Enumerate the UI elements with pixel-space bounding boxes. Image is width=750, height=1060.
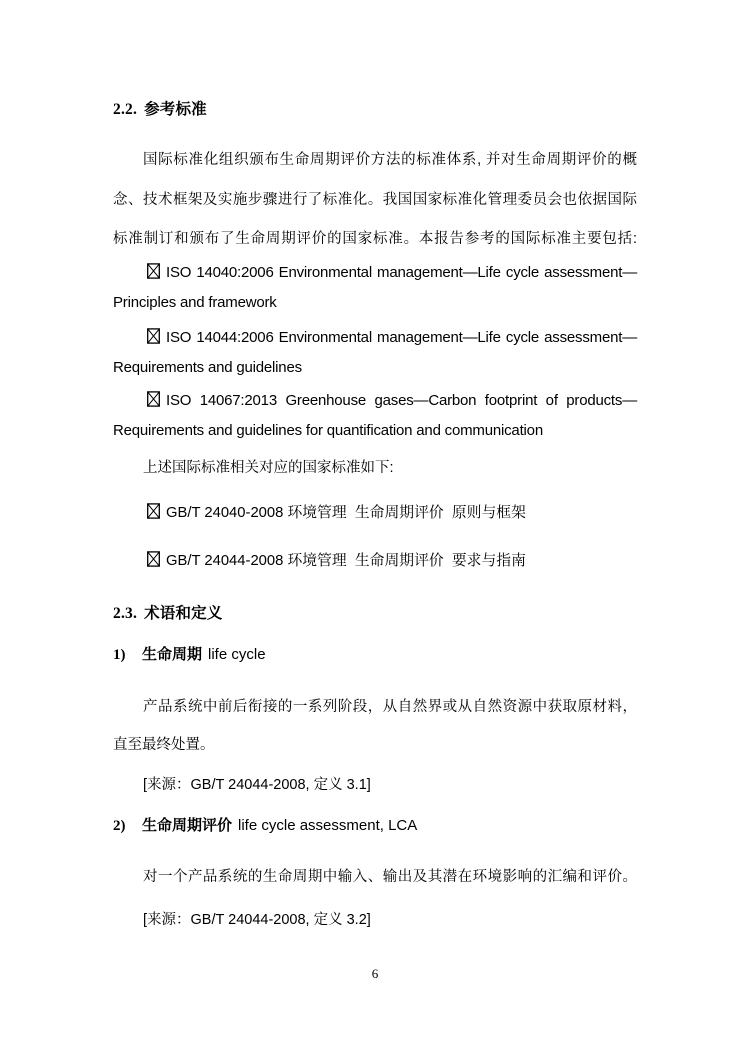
list-marker: 2) bbox=[113, 818, 126, 834]
definition-line: 对一个产品系统的生命周期中输入、输出及其潜在环境影响的汇编和评价。 bbox=[143, 869, 637, 885]
boxed-x-bullet-icon bbox=[147, 501, 160, 529]
term-item bbox=[113, 812, 637, 840]
boxed-x-bullet-icon bbox=[147, 261, 160, 289]
iso-standard-item bbox=[113, 387, 637, 445]
section-heading-2-2 bbox=[113, 97, 637, 119]
standard-title-line: Requirements and guidelines for quantification and communication bbox=[113, 422, 543, 439]
term-item bbox=[113, 641, 637, 669]
standards-intro-paragraph bbox=[113, 141, 637, 260]
term-definition bbox=[113, 858, 637, 896]
boxed-x-bullet-icon bbox=[147, 326, 160, 354]
term-source: [来源：GB/T 24044-2008, 定义 3.2] bbox=[143, 912, 371, 928]
paragraph-line: 念、技术框架及实施步骤进行了标准化。我国国家标准化管理委员会也依据国际 bbox=[113, 191, 637, 208]
definition-line: 产品系统中前后衔接的一系列阶段，从自然界或从自然资源中获取原材料， bbox=[143, 699, 637, 715]
section-title: 参考标准 bbox=[144, 101, 207, 118]
term-en: life cycle bbox=[208, 646, 266, 663]
definition-line: 直至最终处置。 bbox=[113, 737, 215, 753]
paragraph-line: 国际标准化组织颁布生命周期评价方法的标准体系, 并对生命周期评价的概 bbox=[143, 152, 637, 168]
section-title: 术语和定义 bbox=[144, 605, 223, 622]
section-heading-2-3 bbox=[113, 601, 637, 623]
term-source: [来源：GB/T 24044-2008, 定义 3.1] bbox=[143, 777, 371, 793]
boxed-x-bullet-icon bbox=[147, 549, 160, 577]
term-definition bbox=[113, 688, 637, 764]
standard-title-line: ISO 14040:2006 Environmental management—Life cycle assessment— bbox=[166, 264, 637, 281]
paragraph-line: 标准制订和颁布了生命周期评价的国家标准。本报告参考的国际标准主要包括: bbox=[113, 231, 637, 247]
section-number: 2.3. bbox=[113, 605, 138, 622]
gb-standard-item bbox=[113, 499, 671, 529]
gb-standard-item bbox=[113, 547, 671, 577]
standard-title-line: Requirements and guidelines bbox=[113, 359, 302, 376]
list-marker: 1) bbox=[113, 647, 126, 663]
standard-title-line: GB/T 24044-2008 环境管理 生命周期评价 要求与指南 bbox=[166, 553, 526, 569]
iso-standard-item bbox=[113, 259, 637, 317]
term-zh: 生命周期评价 bbox=[142, 817, 233, 834]
standard-title-line: ISO 14044:2006 Environmental management—Life cycle assessment— bbox=[166, 329, 637, 346]
page-number: 6 bbox=[371, 966, 379, 981]
national-standards-note: 上述国际标准相关对应的国家标准如下: bbox=[143, 460, 394, 476]
term-en: life cycle assessment, LCA bbox=[238, 817, 418, 834]
section-number: 2.2. bbox=[113, 101, 138, 118]
standard-title-line: ISO 14067:2013 Greenhouse gases—Carbon footprint of products— bbox=[166, 392, 637, 409]
iso-standard-item bbox=[113, 324, 637, 382]
standard-title-line: GB/T 24040-2008 环境管理 生命周期评价 原则与框架 bbox=[166, 505, 526, 521]
term-zh: 生命周期 bbox=[142, 646, 203, 663]
standard-title-line: Principles and framework bbox=[113, 294, 277, 311]
boxed-x-bullet-icon bbox=[147, 389, 160, 417]
